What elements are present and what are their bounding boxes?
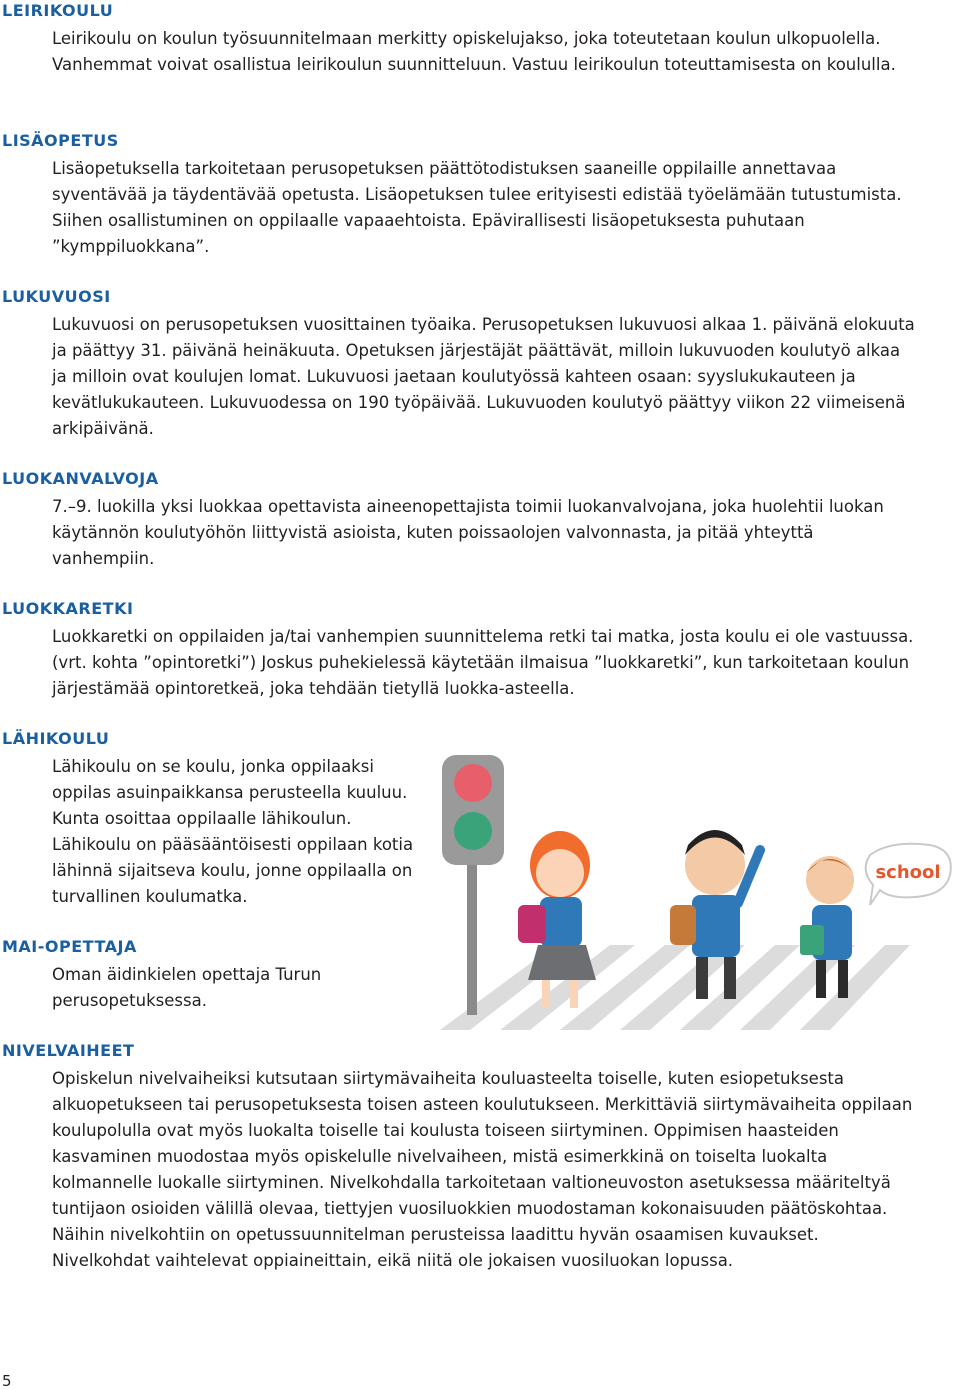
page-number: 5 (2, 1372, 12, 1390)
section-heading: NIVELVAIHEET (2, 1041, 135, 1060)
section-heading: LUOKANVALVOJA (2, 469, 159, 488)
section-text: Oman äidinkielen opettaja Turun perusopetuksessa. (52, 965, 322, 1010)
section-text: Opiskelun nivelvaiheiksi kutsutaan siirtymävaiheita kouluasteelta toiselle, kuten esiopetuksesta alkuopetukseen tai perusopetuksesta toisen asteen koulutukseen. Merkittäviä siirtymävaiheita oppilaan koulupolulla ovat myös luokalta toiselle tai koulusta toiseen siirtyminen. Oppimisen haasteiden kasvaminen muodostaa myös opiskelulle nivelvaiheen, mistä esimerkkinä on toiselta luokalta kolmannelle luokalle siirtyminen. Nivelkohdalla tarkoitetaan valtioneuvoston asetuksessa määriteltyä tuntijaon osioiden välillä olevaa, tiettyjen vuosiluokkien muodostaman kokonaisuuden päätöskohtaa. Näihin nivelkohtiin on opetussuunnitelman perusteissa laadittu hyvän osaamisen kuvaukset. Nivelkohdat vaihtelevat oppiaineittain, eikä niitä ole jokaisen vuosiluokan lopussa. (52, 1069, 913, 1270)
section-heading: MAI-OPETTAJA (2, 937, 137, 956)
section-heading: LUOKKARETKI (2, 599, 134, 618)
section-heading: LEIRIKOULU (2, 1, 114, 20)
section-text: Lisäopetuksella tarkoitetaan perusopetuksen päättötodistuksen saaneille oppilaille annettavaa syventävää ja täydentävää opetusta. Lisäopetuksen tulee erityisesti edistää työelämään tutustumista. Siihen osallistuminen on oppilaalle vapaaehtoista. Epävirallisesti lisäopetuksesta puhutaan ”kymppiluokkana”. (52, 159, 902, 256)
section-nivelvaiheet (0, 1040, 920, 1274)
children-crossing-illustration (430, 745, 960, 1035)
section-luokanvalvoja (0, 468, 920, 572)
section-leirikoulu (0, 0, 920, 78)
section-heading: LÄHIKOULU (2, 729, 110, 748)
section-lisaopetus (0, 130, 920, 260)
school-sign (866, 844, 951, 905)
section-lukuvuosi (0, 286, 920, 442)
traffic-light (442, 755, 504, 1015)
section-heading: LUKUVUOSI (2, 287, 111, 306)
section-text: Lähikoulu on se koulu, jonka oppilaaksi oppilas asuinpaikkansa perusteella kuuluu. Kunta osoittaa oppilaalle lähikoulun. Lähikoulu on pääsääntöisesti oppilaan kotia lähinnä sijaitseva koulu, jonne oppilaalla on turvallinen koulumatka. (52, 757, 414, 906)
section-text: Lukuvuosi on perusopetuksen vuosittainen työaika. Perusopetuksen lukuvuosi alkaa 1. päivänä elokuuta ja päättyy 31. päivänä heinäkuuta. Opetuksen järjestäjät päättävät, milloin lukuvuoden koulutyö alkaa ja milloin ovat koulujen lomat. Lukuvuosi jaetaan koulutyössä kahteen osaan: syyslukukauteen ja kevätlukukauteen. Lukuvuodessa on 190 työpäivää. Lukuvuoden koulutyö päättyy viikon 22 viimeisenä arkipäivänä. (52, 315, 915, 438)
section-text: Luokkaretki on oppilaiden ja/tai vanhempien suunnittelema retki tai matka, josta koulu ei ole vastuussa. (vrt. kohta ”opintoretki”) Joskus puhekielessä käytetään ilmaisua ”luokkaretki”, kun tarkoitetaan koulun järjestämää opintoretkeä, joka tehdään tietyllä luokka-asteella. (52, 627, 914, 698)
section-luokkaretki (0, 598, 920, 702)
section-heading: LISÄOPETUS (2, 131, 119, 150)
section-text: 7.–9. luokilla yksi luokkaa opettavista aineenopettajista toimii luokanvalvojana, joka huolehtii luokan käytännön koulutyöhön liittyvistä asioista, kuten poissaolojen valvonnasta, ja pitää yhteyttä vanhempiin. (52, 497, 884, 568)
section-text: Leirikoulu on koulun työsuunnitelmaan merkitty opiskelujakso, joka toteutetaan koulun ulkopuolella. Vanhemmat voivat osallistua leirikoulun suunnitteluun. Vastuu leirikoulun toteuttamisesta on koululla. (52, 29, 896, 74)
school-sign-text: school (875, 862, 941, 883)
